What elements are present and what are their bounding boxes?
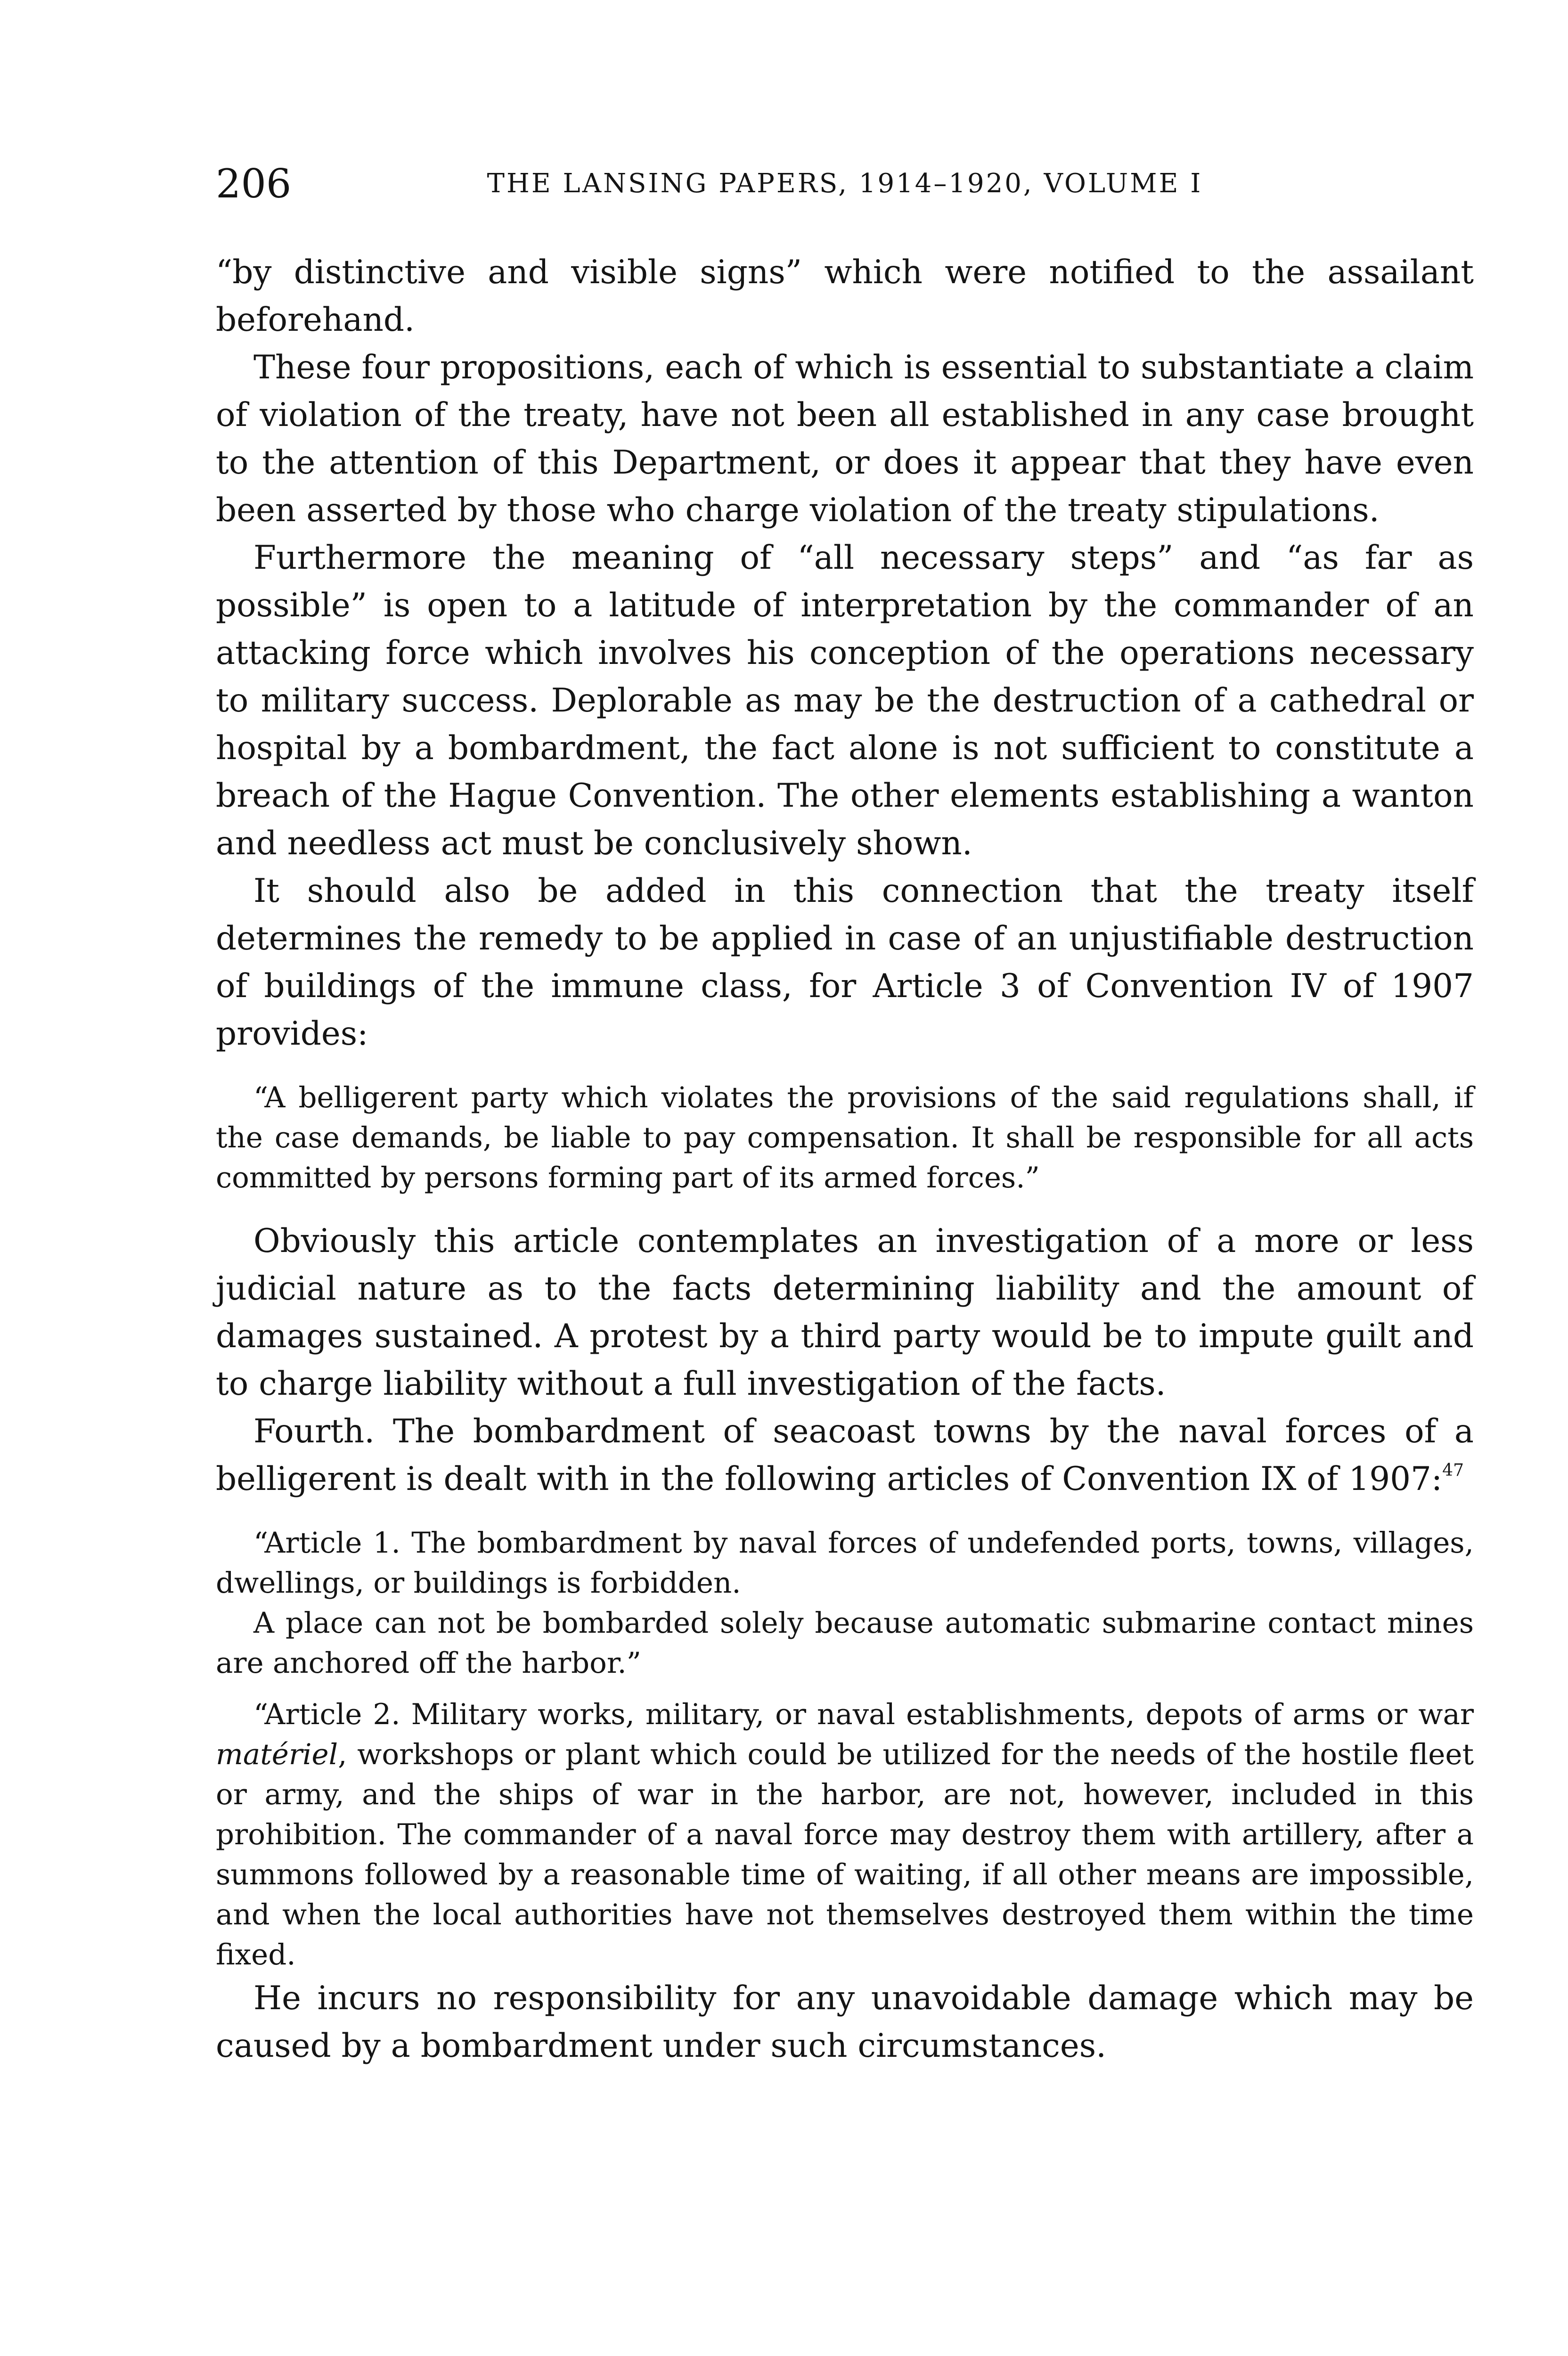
footnote-reference: 47: [1442, 1461, 1464, 1480]
quote-article-2: [216, 1694, 1474, 1975]
quote-article-2-italic: matériel: [216, 1738, 338, 1771]
quote-article-2-start: “Article 2. Military works, military, or naval establishments, depots of arms or war: [253, 1698, 1474, 1731]
body-text: [216, 249, 1474, 2070]
paragraph-remedy: It should also be added in this connection that the treaty itself determines the remedy to be applied in case of an unjustifiable destruction of buildings of the immune class, for Article 3 of Convention IV of 1907 provides:: [216, 872, 1474, 1053]
quote-article-1: “Article 1. The bombardment by naval forces of undefended ports, towns, villages, dwellings, or buildings is forbidden.: [216, 1526, 1474, 1600]
paragraph-obviously: Obviously this article contemplates an investigation of a more or less judicial nature as to the facts determining liability and the amount of damages sustained. A protest by a third party would be to impute guilt and to charge liability without a full investigation of the facts.: [216, 1222, 1474, 1403]
quote-article-2-cont: He incurs no responsibility for any unavoidable damage which may be caused by a bombardment under such circumstances.: [216, 1980, 1474, 2065]
paragraph-fourth: [216, 1408, 1474, 1503]
running-head: THE LANSING PAPERS, 1914–1920, VOLUME I: [487, 168, 1203, 199]
page-number: 206: [216, 161, 292, 207]
paragraph-four-propositions: These four propositions, each of which is essential to substantiate a claim of violation of the treaty, have not been all established in any case brought to the attention of this Department, or does it appear that they have even been asserted by those who charge violation of the treaty stipulations.: [216, 349, 1474, 529]
paragraph-continuation: “by distinctive and visible signs” which were notified to the assailant beforehand.: [216, 254, 1474, 339]
quote-article-3: “A belligerent party which violates the provisions of the said regulations shall, if the case demands, be liable to pay compensation. It shall be responsible for all acts committed by persons forming part of its armed forces.”: [216, 1081, 1474, 1194]
paragraph-furthermore: Furthermore the meaning of “all necessary steps” and “as far as possible” is open to a latitude of interpretation by the commander of an attacking force which involves his conception of the operations necessary to military success. Deplorable as may be the destruction of a cathedral or hospital by a bombardment, the fact alone is not sufficient to constitute a breach of the Hague Convention. The other elements establishing a wanton and needless act must be conclusively shown.: [216, 539, 1474, 862]
paragraph-fourth-text: Fourth. The bombardment of seacoast towns by the naval forces of a belligerent is dealt with in the following articles of Convention IX of 1907:: [216, 1413, 1474, 1498]
quote-article-1-cont: A place can not be bombarded solely because automatic submarine contact mines are anchored off the harbor.”: [216, 1606, 1474, 1680]
page-header: [216, 160, 1474, 207]
quote-article-2-end: , workshops or plant which could be utilized for the needs of the hostile fleet or army, and the ships of war in the harbor, are not, however, included in this prohibition. The commander of a naval force may destroy them with artillery, after a summons followed by a reasonable time of waiting, if all other means are impossible, and when the local authorities have not themselves destroyed them within the time fixed.: [216, 1738, 1474, 1972]
